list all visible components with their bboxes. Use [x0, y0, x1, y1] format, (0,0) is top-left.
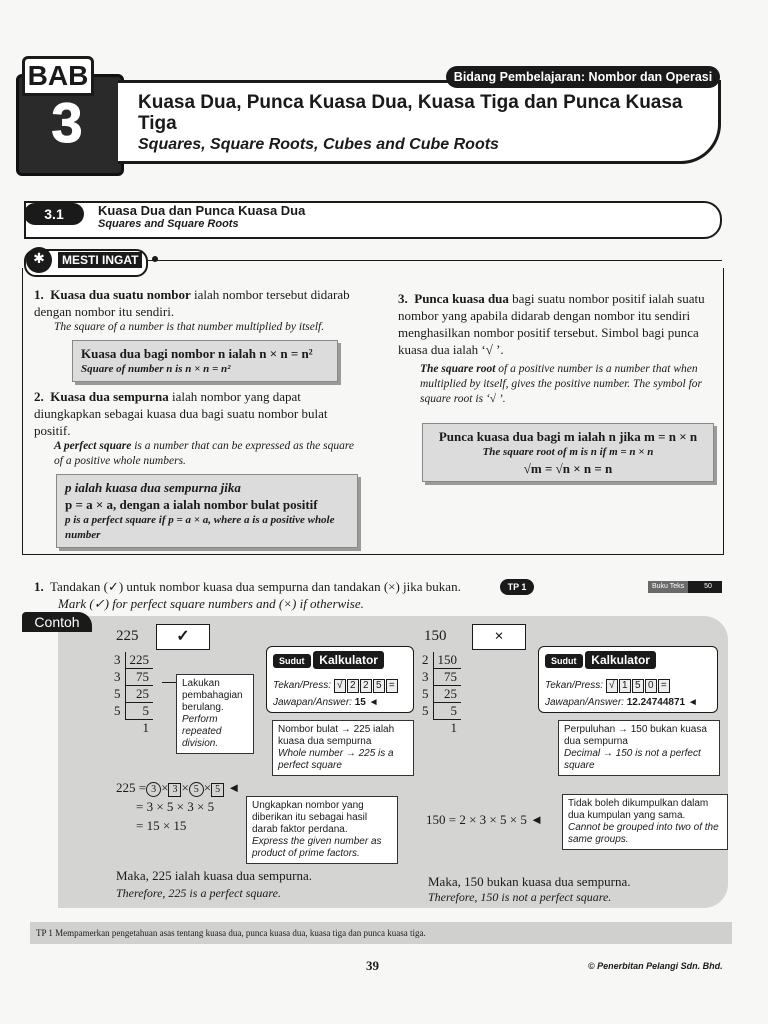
left-equation-3: = 15 × 15	[136, 818, 187, 833]
example-tab: Contoh	[22, 612, 92, 632]
textbook-ref: Buku Teks 50	[648, 581, 722, 593]
example-right-ladder: 2 150 3 75 5 25 5 5 1	[418, 652, 461, 736]
example-right-mark: ×	[472, 624, 526, 650]
page-number: 39	[366, 958, 379, 973]
chapter-title-malay: Kuasa Dua, Punca Kuasa Dua, Kuasa Tiga dan Punca Kuasa Tiga	[138, 92, 683, 134]
section-title-english: Squares and Square Roots	[98, 218, 239, 230]
point-3-box: Punca kuasa dua bagi m ialah n jika m = n × n The square root of m is n if m = n × n √m = √n × n = n	[422, 423, 714, 482]
point-2: 2. Kuasa dua sempurna ialah nombor yang dapat diungkapkan sebagai kuasa dua bagi suatu nombor bulat positif.	[34, 389, 328, 438]
point-1-box: Kuasa dua bagi nombor n ialah n × n = n² Square of number n is n × n = n²	[72, 340, 338, 382]
example-left-ladder: 3 225 3 75 5 25 5 5 1	[110, 652, 153, 736]
remember-rule	[148, 260, 722, 261]
point-1-term: Kuasa dua suatu nombor	[50, 287, 191, 302]
left-conclusion-malay: Maka, 225 ialah kuasa dua sempurna.	[116, 868, 313, 883]
remember-dot	[152, 256, 158, 262]
point-3-english: The square root of a positive number is a number that when multiplied by itself, gives the positive number. The symbol for square root is ‘√ ’.	[420, 363, 703, 405]
calculator-right: Sudut Kalkulator Tekan/Press: √ 1 5 0 = Jawapan/Answer: 12.24744871 ◄	[538, 646, 718, 713]
note-decimal: Perpuluhan → 150 bukan kuasa dua sempurna Decimal → 150 is not a perfect square	[558, 720, 720, 776]
point-1: 1. Kuasa dua suatu nombor ialah nombor tersebut didarab dengan nombor itu sendiri.	[34, 287, 350, 319]
example-left-number: 225	[116, 628, 139, 644]
question-1: 1. Tandakan (✓) untuk nombor kuasa dua sempurna dan tandakan (×) jika bukan. Mark (✓) for perfect square numbers and (×) if otherwise.	[34, 579, 461, 611]
point-1-english: The square of a number is that number multiplied by itself.	[54, 321, 325, 333]
right-factor-equation: 150 = 2 × 3 × 5 × 5 ◄	[426, 812, 543, 827]
tp-badge: TP 1	[500, 579, 534, 595]
left-arrow-line	[162, 682, 176, 683]
section-number: 3.1	[24, 203, 84, 225]
note-whole-number: Nombor bulat → 225 ialah kuasa dua sempurna Whole number → 225 is a perfect square	[272, 720, 414, 776]
example-left-mark: ✓	[156, 624, 210, 650]
left-equation-2: = 3 × 5 × 3 × 5	[136, 799, 215, 814]
learning-area-badge: Bidang Pembelajaran: Nombor dan Operasi	[446, 66, 720, 88]
calculator-icon: Sudut	[273, 654, 311, 668]
calculator-left: Sudut Kalkulator Tekan/Press: √ 2 2 5 = Jawapan/Answer: 15 ◄	[266, 646, 414, 713]
calculator-icon: Sudut	[545, 654, 583, 668]
section-title-malay: Kuasa Dua dan Punca Kuasa Dua	[98, 203, 306, 218]
note-repeated-division: Lakukan pembahagian berulang. Perform repeated division.	[176, 674, 254, 754]
point-3-term: Punca kuasa dua	[414, 291, 509, 306]
right-conclusion-malay: Maka, 150 bukan kuasa dua sempurna.	[428, 874, 631, 889]
left-factor-equation: 225 = 3 × 3 × 5 × 5 ◄	[116, 780, 241, 795]
chapter-title-english: Squares, Square Roots, Cubes and Cube Roots	[138, 136, 499, 153]
example-right-number: 150	[424, 628, 447, 644]
point-3: 3. Punca kuasa dua bagi suatu nombor positif ialah suatu nombor yang apabila didarab dengan nombor itu sendiri menghasilkan nombor positif tersebut. Simbol bagi punca kuasa dua ialah ‘√ ’.	[398, 291, 705, 357]
chapter-number: 3	[51, 91, 83, 154]
bab-label: BAB	[22, 56, 94, 96]
note-cannot-group: Tidak boleh dikumpulkan dalam dua kumpulan yang sama. Cannot be grouped into two of the same groups.	[562, 794, 728, 850]
brain-icon: ✱	[26, 247, 52, 273]
note-prime-factors: Ungkapkan nombor yang diberikan itu sebagai hasil darab faktor perdana. Express the given number as product of prime factors.	[246, 796, 398, 864]
tp-footnote: TP 1 Mempamerkan pengetahuan asas tentang kuasa dua, punca kuasa dua, kuasa tiga dan punca kuasa tiga.	[30, 922, 732, 944]
left-conclusion-english: Therefore, 225 is a perfect square.	[116, 886, 281, 900]
point-2-box: p ialah kuasa dua sempurna jika p = a × a, dengan a ialah nombor bulat positif p is a perfect square if p = a × a, where a is a positive whole number	[56, 474, 358, 548]
publisher: © Penerbitan Pelangi Sdn. Bhd.	[588, 961, 723, 971]
point-2-english: A perfect square is a number that can be expressed as the square of a positive whole numbers.	[54, 440, 355, 467]
right-conclusion-english: Therefore, 150 is not a perfect square.	[428, 890, 612, 904]
point-2-term: Kuasa dua sempurna	[50, 389, 169, 404]
remember-label: MESTI INGAT	[58, 252, 142, 268]
